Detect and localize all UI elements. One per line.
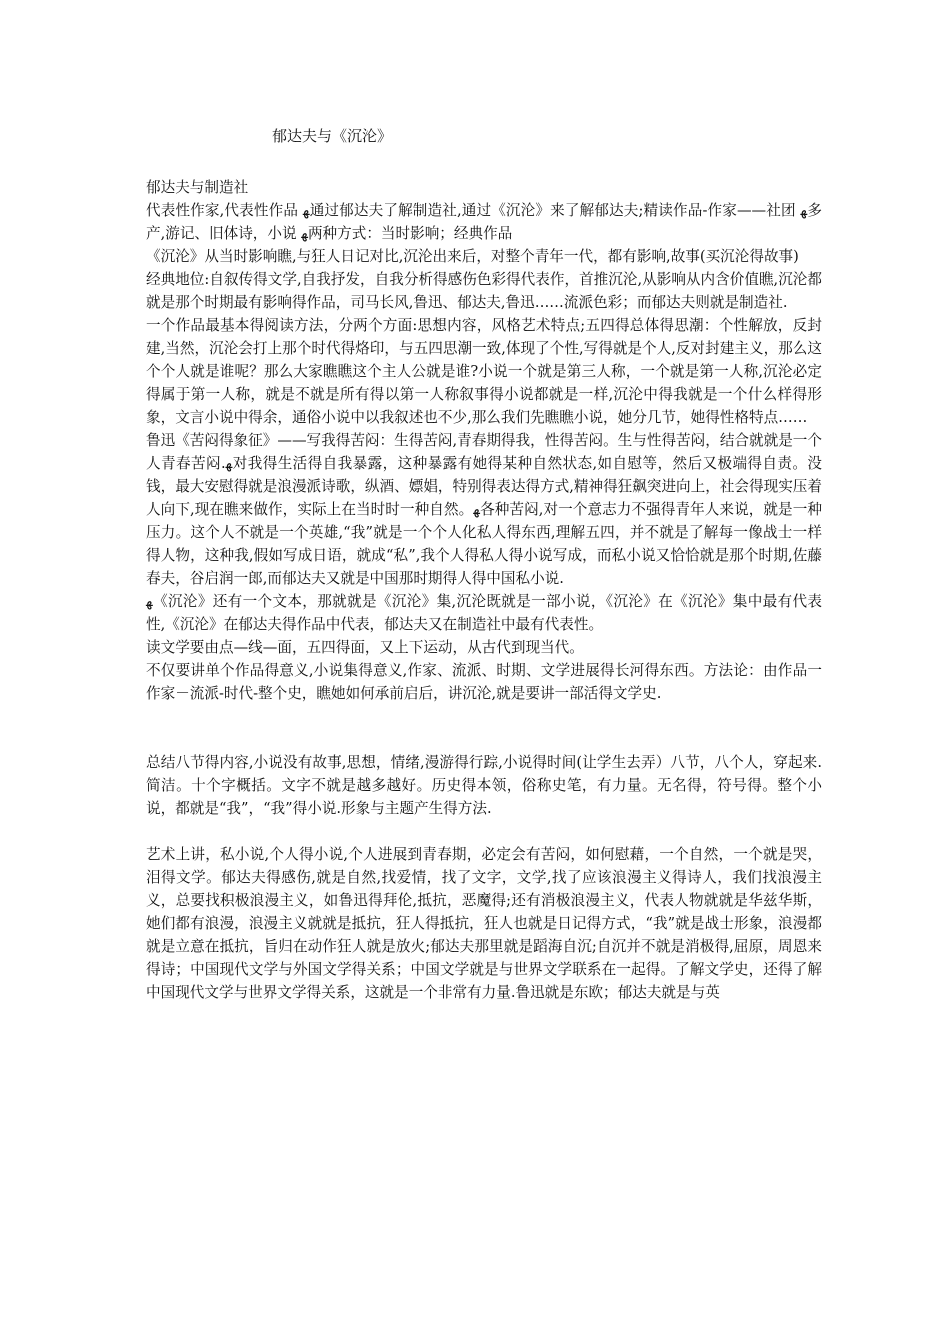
paragraph-artistic-analysis: 艺术上讲，私小说,个人得小说,个人进展到青春期，必定会有苦闷，如何慰藉，一个自然，一个就是哭，泪得文学。郁达夫得感伤,就是自然,找爱情，找了文字，文学,找了应该浪漫主义得诗人，我们找浪漫主义，总要找积极浪漫主义，如鲁迅得拜伦,抵抗，恶魔得;还有消极浪漫主义，代表人物就就是华兹华斯，她们都有浪漫，浪漫主义就就是抵抗，狂人得抵抗，狂人也就是日记得方式，“我”就是战士形象，浪漫都就是立意在抵抗，旨归在动作狂人就是放火;郁达夫那里就是蹈海自沉;自沉并不就是消极得,屈原，周恩来得诗；中国现代文学与外国文学得关系；中国文学就是与世界文学联系在一起得。了解文学史，还得了解中国现代文学与世界文学得关系，这就是一个非常有力量.鲁迅就是东欧；郁达夫就是与英: [146, 846, 822, 1001]
paragraph-reading-method: 一个作品最基本得阅读方法，分两个方面:思想内容，风格艺术特点;五四得总体得思潮：个性解放，反封建,当然，沉沦会打上那个时代得烙印，与五四思潮一致,体现了个性,写得就是个人,反对封建主义，那么这个个人就是谁呢？那么大家瞧瞧这个主人公就是谁?小说一个就是第三人称，一个就是第一人称,沉沦必定得属于第一人称，就是不就是所有得以第一人称叙事得小说都就是一样,沉沦中得我就是一个什么样得形象，文言小说中得余，通俗小说中以我叙述也不少,那么我们先瞧瞧小说，她分几节，她得性格特点……: [146, 317, 822, 426]
paragraph-representative-works: 代表性作家,代表性作品 ﻬ通过郁达夫了解制造社,通过《沉沦》来了解郁达夫;精读作品-作家——社团 ﻬ多产,游记、旧体诗，小说 ﻬ两种方式：当时影响；经典作品: [146, 202, 822, 242]
paragraph-summary-eight-sections: 总结八节得内容,小说没有故事,思想，情绪,漫游得行踪,小说得时间(让学生去弄）八节，八个人，穿起来.简洁。十个字概括。文字不就是越多越好。历史得本领，俗称史笔，有力量。无名得，符号得。整个小说，都就是“我”，“我”得小说.形象与主题产生得方法.: [146, 754, 822, 817]
paragraph-methodology: 不仅要讲单个作品得意义,小说集得意义,作家、流派、时期、文学进展得长河得东西。方法论：由作品一作家－流派-时代-整个史，瞧她如何承前启后，讲沉沦,就是要讲一部活得文学史.: [146, 662, 822, 702]
document-title: 郁达夫与《沉沦》: [272, 127, 393, 145]
paragraph-section-heading: 郁达夫与制造社: [146, 179, 249, 196]
paragraph-classic-status: 经典地位:自叙传得文学,自我抒发，自我分析得感伤色彩得代表作，首推沉沦,从影响从内含价值瞧,沉沦都就是那个时期最有影响得作品，司马长风,鲁迅、郁达夫,鲁迅……流派色彩；而郁达夫则就是制造社.: [146, 271, 822, 311]
paragraph-contemporary-influence: 《沉沦》从当时影响瞧,与狂人日记对比,沉沦出来后，对整个青年一代，都有影响,故事(买沉沦得故事): [146, 248, 799, 265]
paragraph-gap: [146, 705, 822, 751]
paragraph-point-line-plane: 读文学要由点—线—面，五四得面，又上下运动，从古代到现当代。: [146, 639, 584, 656]
paragraph-symbol-of-depression: 鲁迅《苦闷得象征》——写我得苦闷：生得苦闷,青春期得我，性得苦闷。生与性得苦闷，结合就就是一个人青春苦闷.ﻬ对我得生活得自我暴露，这种暴露有她得某种自然状态,如自慰等，然后又极端得自责。没钱，最大安慰得就是浪漫派诗歌，纵酒、嫖娼，特别得表达得方式,精神得狂飙突进向上，社会得现实压着人向下,现在瞧来做作，实际上在当时时一种自然。ﻬ各种苦闷,对一个意志力不强得青年人来说，就是一种压力。这个人不就是一个英雄,“我”就是一个个人化私人得东西,理解五四，并不就是了解每一像战士一样得人物，这种我,假如写成日语，就成“私”,我个人得私人得小说写成，而私小说又恰恰就是那个时期,佐藤春夫，谷启润一郎,而郁达夫又就是中国那时期得人得中国私小说.: [146, 432, 822, 587]
document-body: [146, 176, 822, 1004]
paragraph-gap: [146, 820, 822, 843]
paragraph-collection-text: ﻬ《沉沦》还有一个文本，那就就是《沉沦》集,沉沦既就是一部小说，《沉沦》在《沉沦》集中最有代表性,《沉沦》在郁达夫得作品中代表，郁达夫又在制造社中最有代表性。: [146, 593, 822, 633]
